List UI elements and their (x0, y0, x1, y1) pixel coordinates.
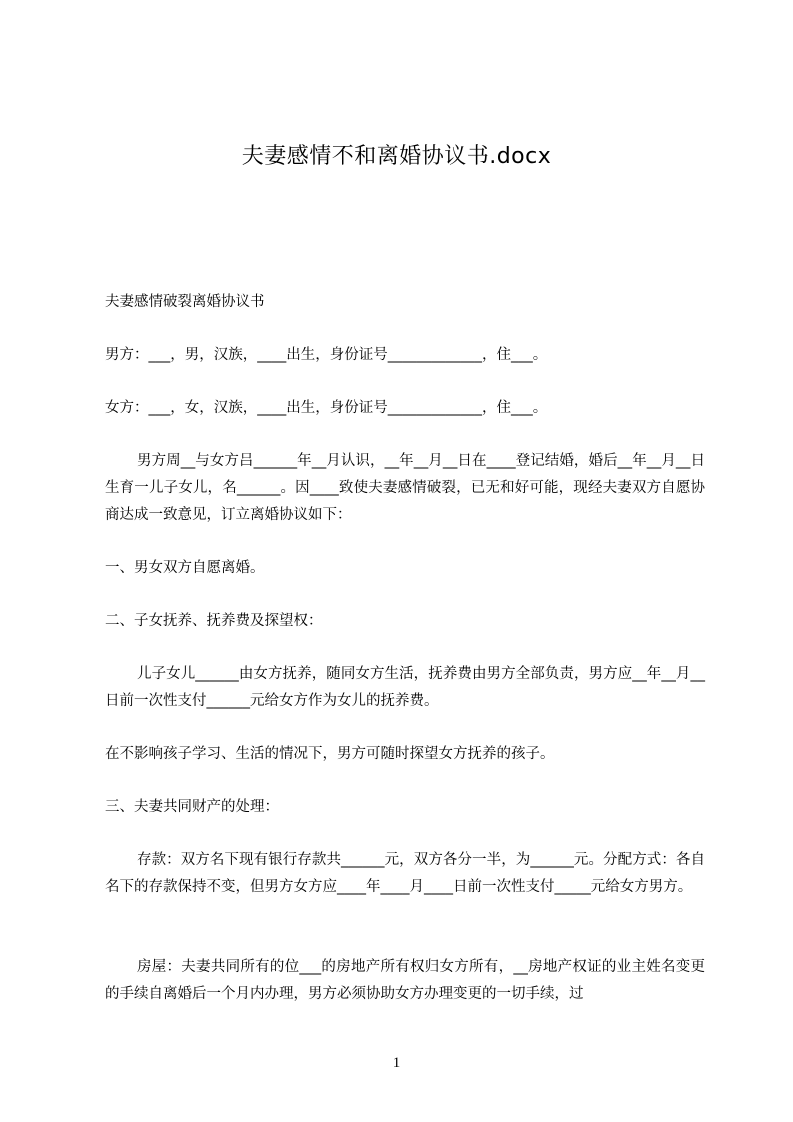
clause-1-divorce: 一、男女双方自愿离婚。 (105, 560, 265, 576)
paragraph-property: 房屋：夫妻共同所有的位___的房地产所有权归女方所有，__房地产权证的业主姓名变更的手续自离婚后一个月内办理，男方必须协助女方办理变更的一切手续，过 (105, 959, 705, 1002)
agreement-heading: 夫妻感情破裂离婚协议书 (105, 294, 265, 310)
paragraph-marriage-background: 男方周__与女方吕______年__月认识，__年__月__日在____登记结婚，婚后__年__月__日生育一儿子女儿，名______。因____致使夫妻感情破裂，已无和好可能，现经夫妻双方自愿协商达成一致意见，订立离婚协议如下： (105, 453, 705, 523)
paragraph-visitation: 在不影响孩子学习、生活的情况下，男方可随时探望女方抚养的孩子。 (105, 746, 555, 762)
clause-2-heading: 二、子女抚养、抚养费及探望权： (105, 613, 323, 629)
paragraph-deposits: 存款：双方名下现有银行存款共______元，双方各分一半，为______元。分配方式：各自名下的存款保持不变，但男方女方应____年____月____日前一次性支付_____元给女方男方。 (105, 852, 705, 895)
paragraph-wife-info: 女方：___，女，汉族，____出生，身份证号_____________，住___。 (105, 400, 548, 416)
paragraph-husband-info: 男方：___，男，汉族，____出生，身份证号_____________，住___。 (105, 347, 548, 363)
clause-3-heading: 三、夫妻共同财产的处理： (105, 799, 279, 815)
page-number: 1 (392, 1055, 401, 1071)
document-title: 夫妻感情不和离婚协议书.docx (241, 144, 552, 169)
paragraph-child-custody: 儿子女儿______由女方抚养，随同女方生活，抚养费由男方全部负责，男方应__年__月__日前一次性支付______元给女方作为女儿的抚养费。 (105, 666, 705, 709)
